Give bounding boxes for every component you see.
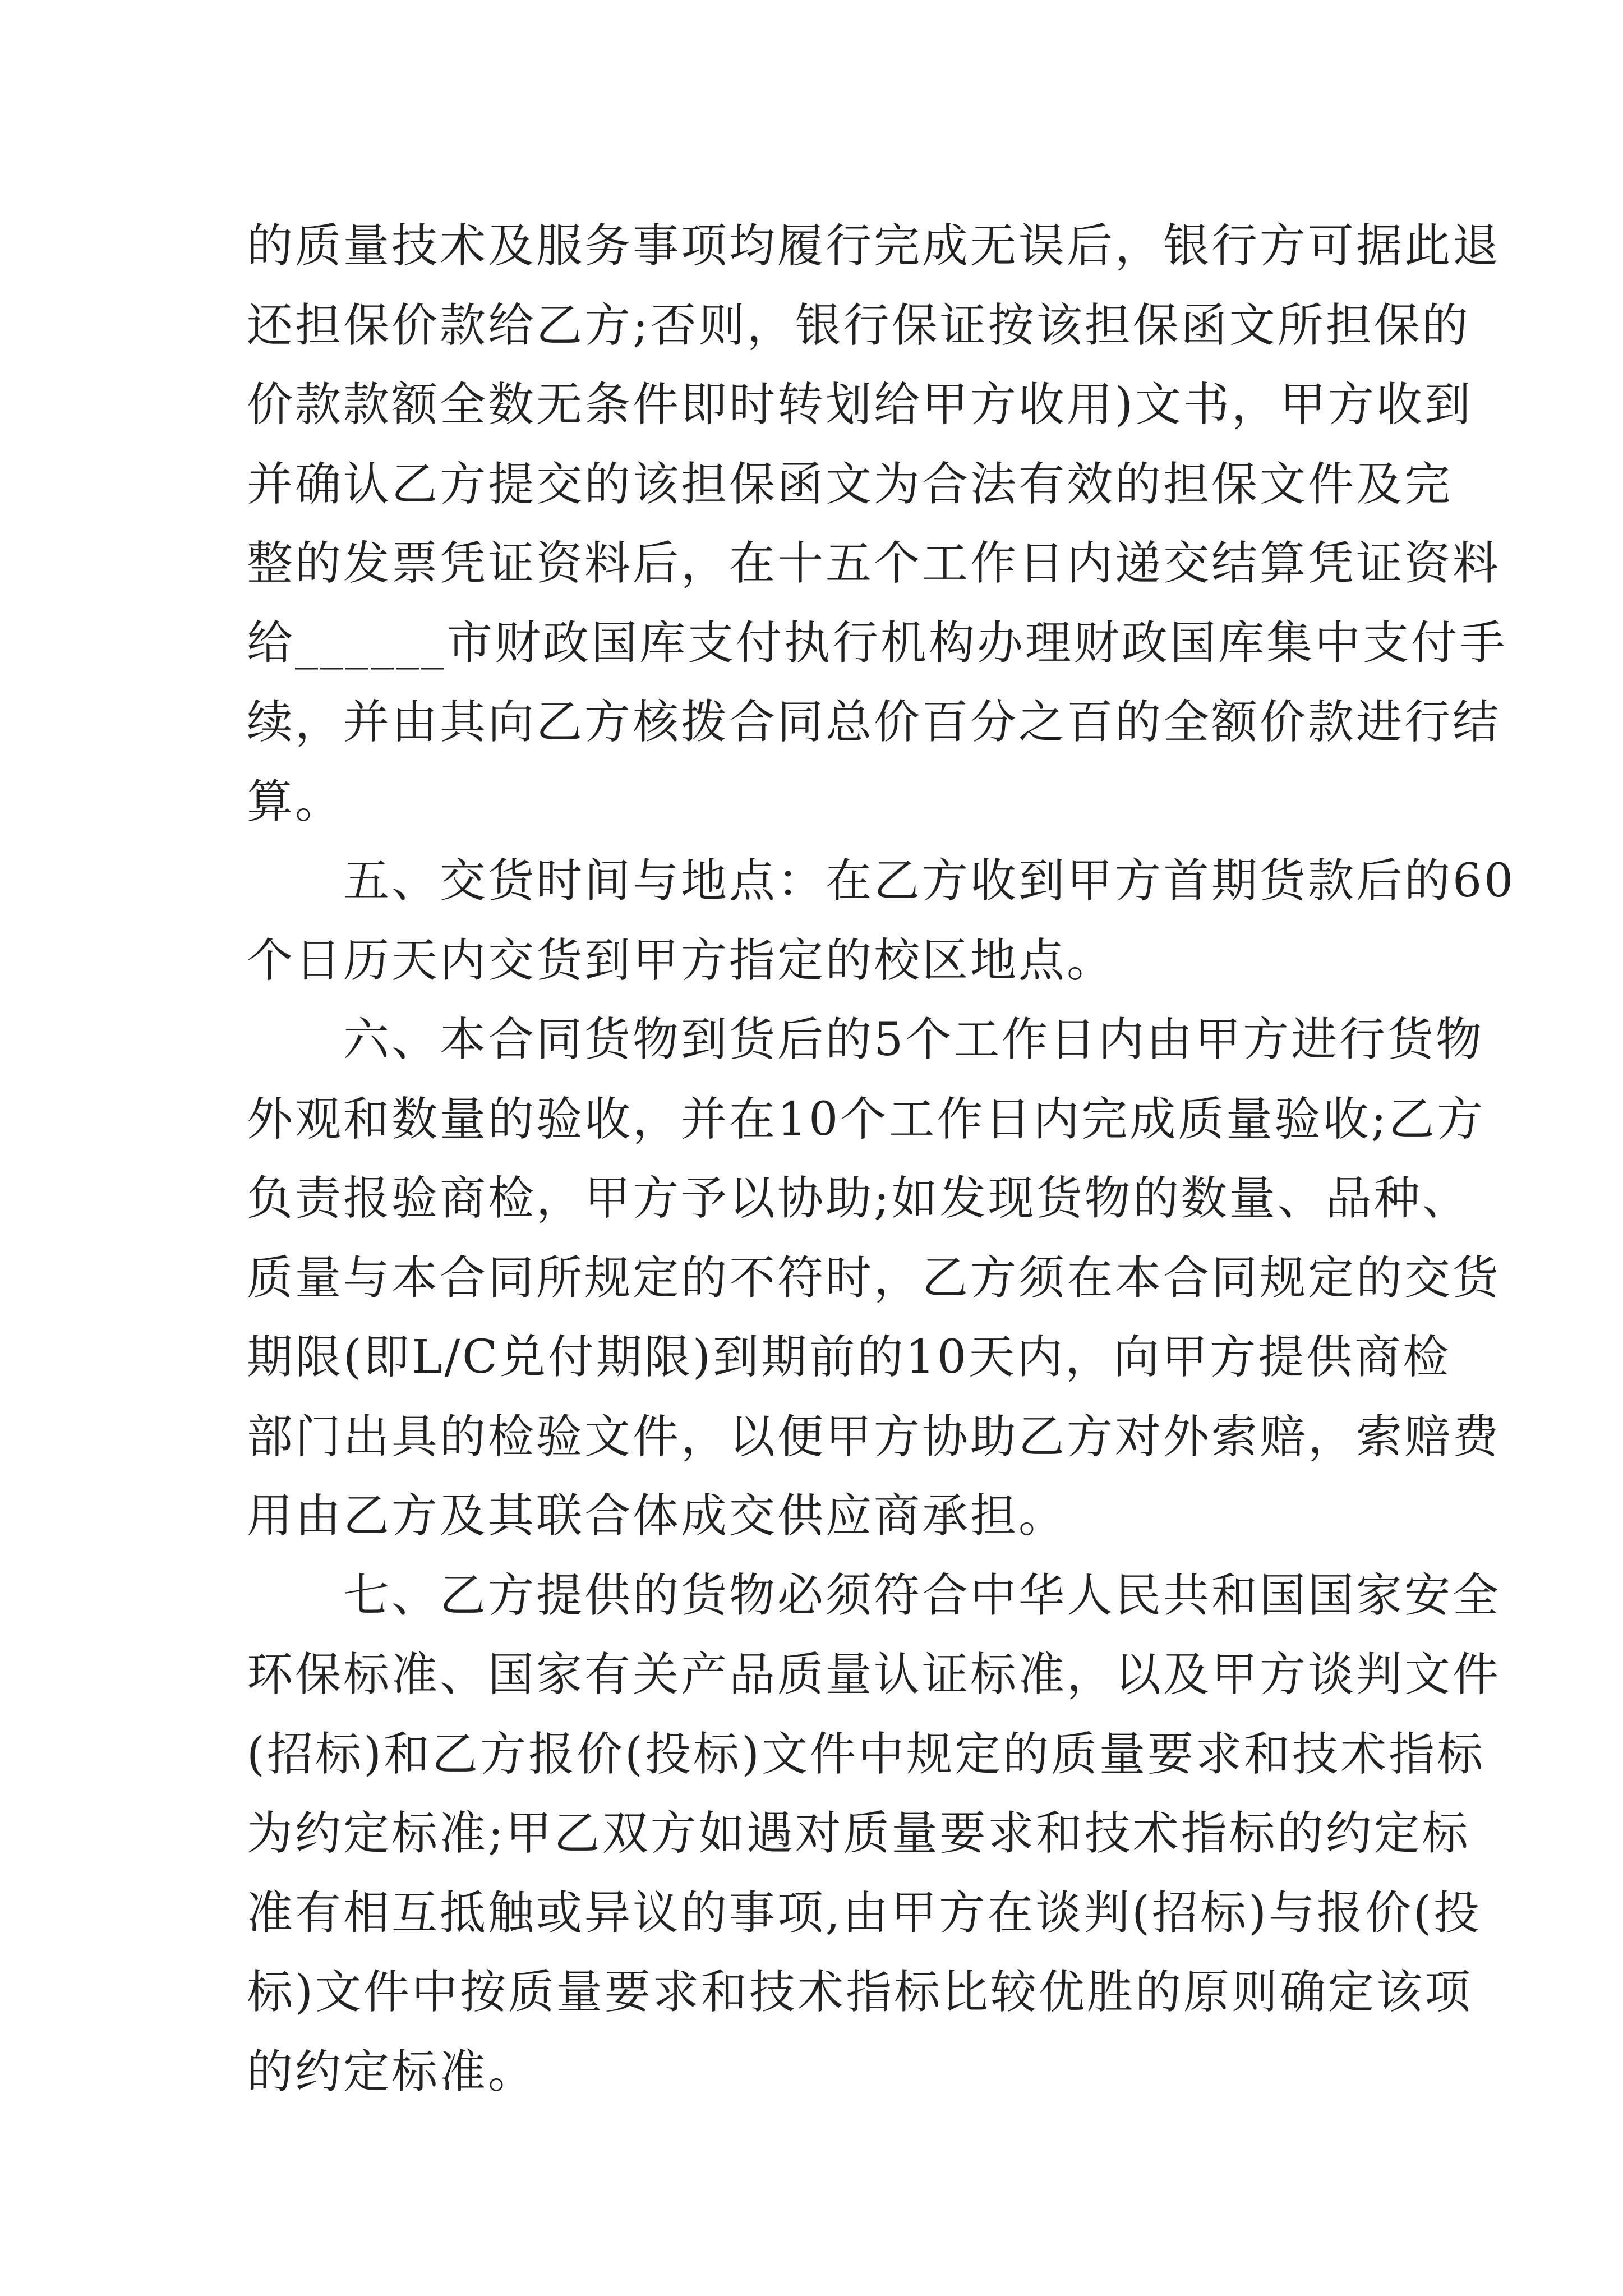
text-line: 期限(即L/C兑付期限)到期前的10天内，向甲方提供商检 [247,1331,1451,1384]
text-line: 七、乙方提供的货物必须符合中华人民共和国国家安全 [343,1568,1501,1622]
text-line: 准有相互抵触或异议的事项,由甲方在谈判(招标)与报价(投 [247,1886,1482,1940]
text-line: 外观和数量的验收，并在10个工作日内完成质量验收;乙方 [247,1092,1485,1146]
text-line: 算。 [247,775,344,829]
text-line: 个日历天内交货到甲方指定的校区地点。 [247,933,1115,987]
text-line: 负责报验商检，甲方予以协助;如发现货物的数量、品种、 [247,1172,1470,1225]
text-line: 质量与本合同所规定的不符时，乙方须在本合同规定的交货 [247,1251,1501,1305]
text-line: 五、交货时间与地点：在乙方收到甲方首期货款后的60 [343,854,1516,908]
text-line: 六、本合同货物到货后的5个工作日内由甲方进行货物 [343,1013,1484,1066]
text-line: 部门出具的检验文件，以便甲方协助乙方对外索赔，索赔费 [247,1410,1501,1464]
text-line: 价款款额全数无条件即时转划给甲方收用)文书，甲方收到 [247,378,1473,431]
contract-body [247,206,1516,2111]
text-line: 环保标准、国家有关产品质量认证标准，以及甲方谈判文件 [247,1648,1501,1701]
paragraph-clause-5 [247,841,1516,1000]
text-line: 标)文件中按质量要求和技术指标比较优胜的原则确定该项 [247,1966,1473,2019]
paragraph-payment-continued [247,206,1508,841]
text-line: 的质量技术及服务事项均履行完成无误后，银行方可据此退 [247,219,1501,273]
text-line: 为约定标准;甲乙双方如遇对质量要求和技术指标的约定标 [247,1807,1470,1860]
text-line: 给______市财政国库支付执行机构办理财政国库集中支付手 [247,616,1508,670]
text-line: 用由乙方及其联合体成交供应商承担。 [247,1489,1067,1543]
text-line: 的约定标准。 [247,2045,537,2099]
text-line: 并确认乙方提交的该担保函文为合法有效的担保文件及完 [247,457,1453,511]
text-line: 整的发票凭证资料后，在十五个工作日内递交结算凭证资料 [247,537,1501,590]
text-line: 还担保价款给乙方;否则，银行保证按该担保函文所担保的 [247,298,1470,352]
text-line: 续，并由其向乙方核拨合同总价百分之百的全额价款进行结 [247,696,1501,749]
text-line: (招标)和乙方报价(投标)文件中规定的质量要求和技术指标 [247,1727,1485,1781]
paragraph-clause-7 [247,1556,1501,2112]
paragraph-clause-6 [247,1000,1501,1556]
